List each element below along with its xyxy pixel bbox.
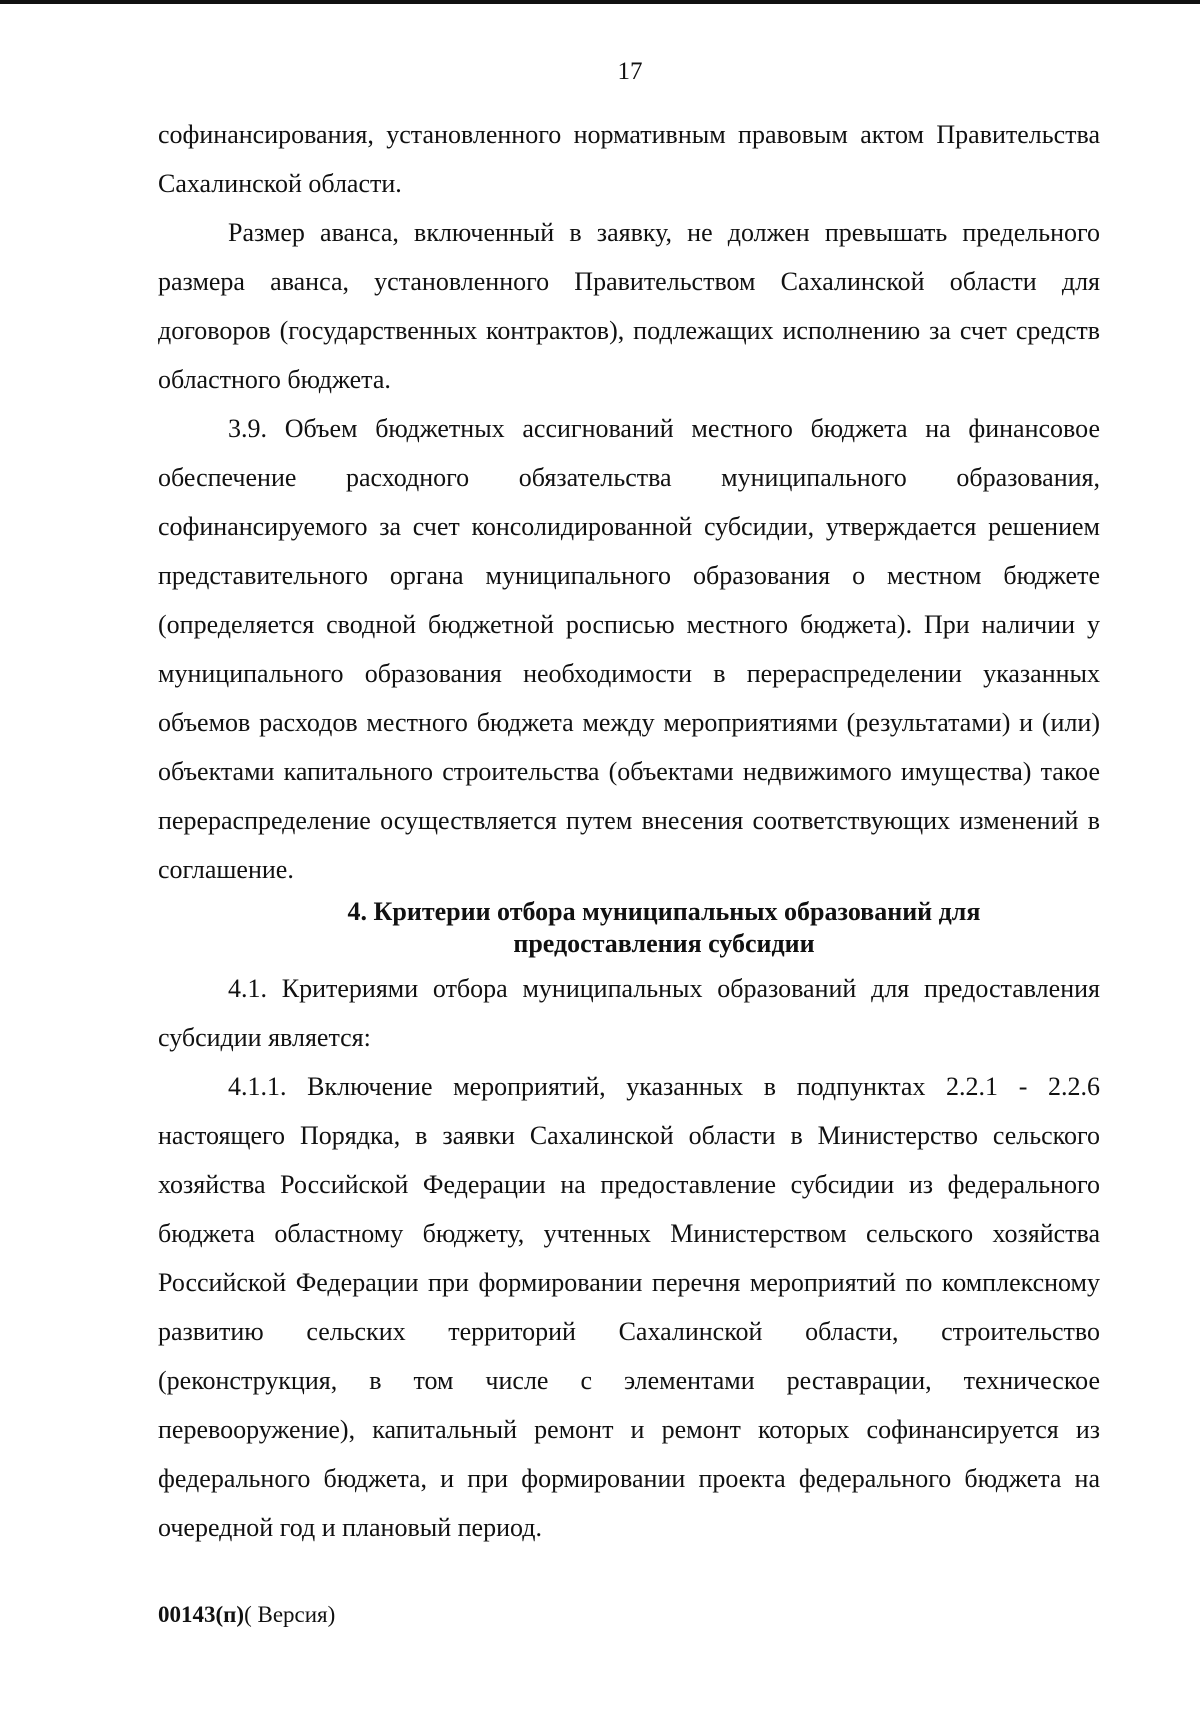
- document-footer: [158, 1602, 335, 1628]
- paragraph-advance-size: Размер аванса, включенный в заявку, не должен превышать предельного размера аванса, установленного Правительством Сахалинской области для договоров (государственных контрактов), подлежащих исполнению за счет средств областного бюджета.: [158, 218, 1100, 394]
- section-heading-line-2: предоставления субсидии: [513, 929, 815, 958]
- section-heading-line-1: 4. Критерии отбора муниципальных образований для: [347, 897, 981, 926]
- document-body: [158, 110, 1100, 1552]
- paragraph-4-1: 4.1. Критериями отбора муниципальных образований для предоставления субсидии является:: [158, 974, 1100, 1052]
- document-version: ( Версия): [244, 1602, 336, 1627]
- paragraph-4-1-1: 4.1.1. Включение мероприятий, указанных в подпунктах 2.2.1 - 2.2.6 настоящего Порядка, в заявки Сахалинской области в Министерство сельского хозяйства Российской Федерации на предоставление субсидии из федерального бюджета областному бюджету, учтенных Министерством сельского хозяйства Российской Федерации при формировании перечня мероприятий по комплексному развитию сельских территорий Сахалинской области, строительство (реконструкция, в том числе с элементами реставрации, техническое перевооружение), капитальный ремонт и ремонт которых софинансируется из федерального бюджета, и при формировании проекта федерального бюджета на очередной год и плановый период.: [158, 1072, 1100, 1542]
- paragraph-3-9: 3.9. Объем бюджетных ассигнований местного бюджета на финансовое обеспечение расходного обязательства муниципального образования, софинансируемого за счет консолидированной субсидии, утверждается решением представительного органа муниципального образования о местном бюджете (определяется сводной бюджетной росписью местного бюджета). При наличии у муниципального образования необходимости в перераспределении указанных объемов расходов местного бюджета между мероприятиями (результатами) и (или) объектами капитального строительства (объектами недвижимого имущества) такое перераспределение осуществляется путем внесения соответствующих изменений в соглашение.: [158, 414, 1100, 884]
- page-top-border: [0, 0, 1200, 4]
- document-code: 00143(п): [158, 1602, 245, 1627]
- paragraph-continuation: софинансирования, установленного нормативным правовым актом Правительства Сахалинской области.: [158, 120, 1100, 198]
- section-heading-4: [158, 896, 1100, 960]
- page-number: 17: [617, 58, 643, 85]
